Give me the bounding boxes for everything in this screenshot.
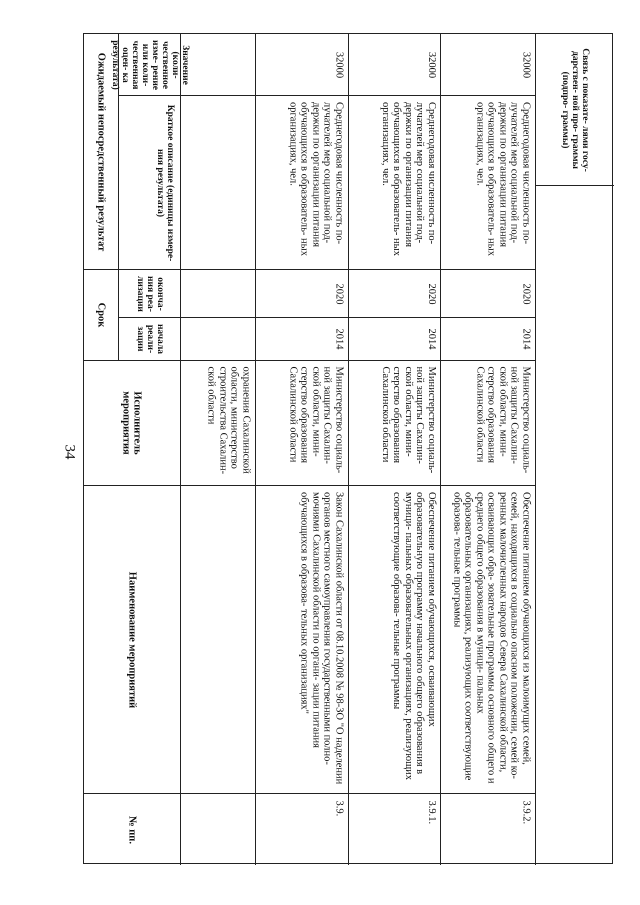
header-expected-desc <box>119 96 181 270</box>
page-number <box>62 432 76 472</box>
row3-name <box>441 486 536 794</box>
header-expected-value <box>109 34 190 96</box>
row3-desc <box>441 96 536 270</box>
row3-num-text: 3.9.2. <box>520 800 532 824</box>
row3-end-text: 2020 <box>520 283 532 304</box>
row0-name <box>181 486 256 794</box>
row3-end <box>441 270 536 318</box>
row0-executor-text: охранения Сахалинской области, министерство строительства Сахалин- ской области <box>206 366 252 475</box>
row0-executor <box>181 361 256 486</box>
row3-executor-text: Министерство социаль- ной защиты Сахалин- ской области, мини- стерство образования Сахалинской области <box>474 366 532 474</box>
header-expected-text: Ожидаемый непосредственный результат <box>95 52 107 251</box>
row1-start <box>256 318 349 361</box>
row2-value <box>349 34 441 96</box>
header-name <box>84 486 181 794</box>
header-expected-value-text: Значение (коли- чественное изме- рение или коли- чественная оцен- ка результата) <box>109 39 190 90</box>
header-term-start-text: начала реали- зации <box>134 323 165 355</box>
row3-executor <box>441 361 536 486</box>
row2-start <box>349 318 441 361</box>
row2-end <box>349 270 441 318</box>
row2-desc <box>349 96 441 270</box>
header-executor <box>84 361 181 486</box>
row1-end-text: 2020 <box>333 283 345 304</box>
row2-desc-text: Среднегодовая численность по- лучателей мер социальной под- держки по организации питания обучающихся в образователь- ных организациях, чел. <box>379 101 437 256</box>
header-term-end-text: оконча- ния реа- лизации <box>134 275 165 312</box>
row1-name-text: Закон Сахалинской области от 08.10.2008 № 98-ЗО "О наделении органов местного самоуправления государственными полно- мочиями Сахалинской области по органи- зации питания обучающихся в образова- тельных организациях" <box>299 491 345 784</box>
header-expected-desc-text: Краткое описание (единицы измере- ния результата) <box>154 104 175 261</box>
row3-start-text: 2014 <box>520 328 532 350</box>
header-term-end <box>119 270 181 318</box>
header-executor-text: Исполнитель мероприятия <box>121 391 143 455</box>
page-number-text: 34 <box>61 444 78 460</box>
row1-executor-text: Министерство социаль- ной защиты Сахалин- ской области, мини- стерство образования Сахалинской области <box>287 366 345 474</box>
row2-executor-text: Министерство социаль- ной защиты Сахалин- ской области, мини- стерство образования Сахалинской области <box>379 366 437 474</box>
row1-desc-text: Среднегодовая численность по- лучателей мер социальной под- держки по организации питания обучающихся в образователь- ных организациях, чел. <box>287 101 345 256</box>
row2-end-text: 2020 <box>425 283 437 304</box>
header-num-text: № пп. <box>126 815 138 844</box>
header-num <box>84 794 181 865</box>
row1-value-text: 32000 <box>333 51 345 78</box>
row1-num-text: 3.9. <box>333 800 345 816</box>
header-term <box>84 270 119 361</box>
row1-start-text: 2014 <box>333 328 345 350</box>
row2-start-text: 2014 <box>425 328 437 350</box>
row2-num <box>349 794 441 865</box>
measures-table <box>83 33 613 864</box>
row1-value <box>256 34 349 96</box>
row1-num <box>256 794 349 865</box>
row0-desc <box>181 96 256 270</box>
row2-name <box>349 486 441 794</box>
row0-start <box>181 318 256 361</box>
header-link-text: Связь с показате- лями госу- дарствен- ной про- граммы (подпро- граммы) <box>560 47 590 172</box>
row2-executor <box>349 361 441 486</box>
header-term-text: Срок <box>95 302 107 328</box>
row3-start <box>441 318 536 361</box>
row3-desc-text: Среднегодовая численность по- лучателей мер социальной под- держки по организации питания обучающихся в образователь- ных организациях, чел. <box>474 101 532 256</box>
row2-name-text: Обеспечение питанием обучающихся, осваивающих образовательную программу начального общего образования в муници- пальных образовательных организациях, реализующих соответствующие образова- тельные программы <box>391 491 437 780</box>
row2-value-text: 32000 <box>425 51 437 78</box>
row0-value <box>181 34 256 96</box>
header-name-text: Наименование мероприятий <box>126 571 138 708</box>
row0-num <box>181 794 256 865</box>
row3-value <box>441 34 536 96</box>
row0-end <box>181 270 256 318</box>
row2-num-text: 3.9.1. <box>425 800 437 824</box>
row3-value-text: 32000 <box>520 51 532 78</box>
row3-name-text: Обеспечение питанием обучающихся из малоимущих семей, семей, находящихся в социально опасном положении, семей ко- ренных малочисленных народов Севера Сахалинской области, осваивающих обра- зовательные программы основного общего и среднего общего образования в муници- пальных образовательных организациях, реализующих соответствующие образова- тельные программы <box>451 491 532 784</box>
row1-name <box>256 486 349 794</box>
header-link <box>536 34 614 186</box>
header-term-start <box>119 318 181 361</box>
row3-num <box>441 794 536 865</box>
row1-executor <box>256 361 349 486</box>
row1-desc <box>256 96 349 270</box>
row1-end <box>256 270 349 318</box>
